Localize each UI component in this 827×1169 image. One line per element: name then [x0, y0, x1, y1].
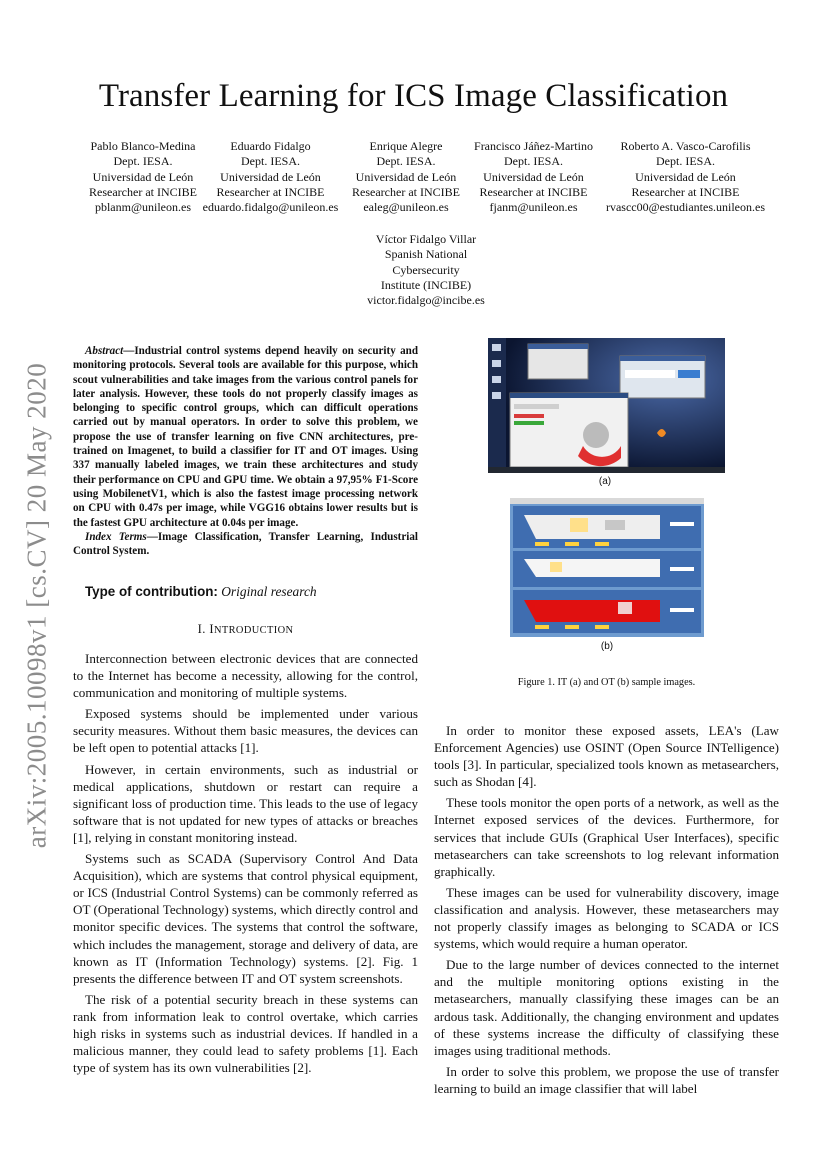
author-block-3 — [344, 139, 468, 215]
author-name: Enrique Alegre — [369, 139, 443, 153]
author-dept: Dept. IESA. — [376, 154, 436, 169]
author-univ: Universidad de León — [635, 169, 736, 184]
section-initial: I — [209, 622, 214, 636]
author-block-5 — [598, 139, 773, 215]
author-email: fjanm@unileon.es — [489, 200, 578, 215]
paragraph: However, in certain environments, such as industrial or medical applications, shutdown or restart can require a significant loss of production time. This leads to the use of legacy software that is not updated for new types of attacks or breaches [1], relying in constant monitoring instead. — [73, 761, 418, 845]
author-univ: Universidad de León — [355, 169, 457, 184]
author-role: Researcher at INCIBE — [479, 184, 588, 199]
author-dept: Dept. IESA. — [241, 154, 300, 169]
section-number: I. — [197, 622, 206, 636]
author-univ: Universidad de León — [220, 169, 321, 184]
author-affil: Cybersecurity — [392, 262, 460, 277]
abstract — [73, 344, 418, 558]
author-block-2 — [198, 139, 343, 215]
section-rest: NTRODUCTION — [213, 625, 294, 636]
paragraph: In order to solve this problem, we propose the use of transfer learning to build an image classifier that will label — [434, 1063, 779, 1096]
author-affil: Spanish National — [384, 247, 468, 262]
paragraph: Exposed systems should be implemented under various security measures. Without them basic measures, the devices can be left open to potential attacks [1]. — [73, 706, 418, 756]
figure-it-screenshot — [488, 338, 725, 473]
author-dept: Dept. IESA. — [504, 154, 563, 169]
author-email: ealeg@unileon.es — [363, 200, 449, 215]
author-name: Francisco Jáñez-Martino — [474, 139, 593, 153]
author-block-4 — [466, 139, 601, 215]
paragraph: Systems such as SCADA (Supervisory Control And Data Acquisition), which are systems that control physical equipment, or ICS (Industrial Control Systems) can be commonly referred as OT (Operational Technology) systems, which directly control and monitor specific devices. The systems that control the software, which includes the management, storage and delivery of data, are known as IT (Information Technology) systems. [2]. Fig. 1 presents the difference between IT and OT system screenshots. — [73, 851, 418, 986]
author-email: pblanm@unileon.es — [94, 200, 192, 215]
author-dept: Dept. IESA. — [113, 154, 173, 169]
author-dept: Dept. IESA. — [656, 154, 715, 169]
author-email: eduardo.fidalgo@unileon.es — [202, 200, 339, 215]
author-univ: Universidad de León — [92, 169, 194, 184]
paragraph: The risk of a potential security breach in these systems can rank from information leak to control overtake, which carries high risks in systems such as industrial devices. If handled in a malicious manner, they could lead to safety problems [1]. Each type of system has its own vulnerabilities [2]. — [73, 991, 418, 1076]
author-name: Roberto A. Vasco-Carofilis — [620, 139, 751, 153]
figure-ot-screenshot — [510, 498, 704, 637]
author-affil: Institute (INCIBE) — [380, 277, 472, 292]
figure-label-a: (a) — [598, 476, 612, 487]
abstract-lead: Abstract — [85, 345, 124, 357]
author-name: Víctor Fidalgo Villar — [375, 232, 477, 246]
paragraph: Due to the large number of devices connected to the internet and the multiple monitoring options existing in the metasearchers, manually classifying these images can be an ardous task. Additionally, the changing environment and updates of these systems increase the difficulty of classifying these images using traditional methods. — [434, 957, 779, 1058]
author-block-6 — [344, 232, 508, 308]
author-block-1 — [68, 139, 218, 215]
paragraph: These tools monitor the open ports of a network, as well as the Internet exposed services of the devices. Furthermore, for services that include GUIs (Graphical User Interfaces), specific metasearchers can take screenshots to log relevant information graphically. — [434, 795, 779, 879]
author-email: victor.fidalgo@incibe.es — [367, 293, 485, 308]
index-terms-text: —Image Classification, Transfer Learning, Industrial Control System. — [73, 530, 418, 558]
contribution-value: Original research — [221, 584, 317, 599]
it-desktop-image — [488, 338, 725, 473]
contribution-label: Type of contribution: — [85, 584, 218, 599]
author-univ: Universidad de León — [483, 169, 584, 184]
paragraph: Interconnection between electronic devices that are connected to the Internet has become a necessity, allowing for the control, communication and monitoring of multiple systems. — [73, 651, 418, 701]
ot-scada-image — [510, 498, 704, 637]
figure-caption: Figure 1. IT (a) and OT (b) sample images. — [517, 677, 696, 688]
paragraph: In order to monitor these exposed assets, LEA's (Law Enforcement Agencies) use OSINT (Open Source INTelligence) tools [3]. In particular, specialized tools known as metasearchers, such as Shodan [4]. — [434, 723, 779, 790]
paper-title: Transfer Learning for ICS Image Classification — [98, 78, 729, 114]
index-terms-lead: Index Terms — [85, 530, 147, 543]
author-email: rvascc00@estudiantes.unileon.es — [605, 200, 765, 215]
section-heading — [73, 622, 418, 637]
author-role: Researcher at INCIBE — [89, 184, 197, 199]
author-role: Researcher at INCIBE — [352, 184, 460, 199]
author-name: Eduardo Fidalgo — [230, 139, 311, 153]
author-role: Researcher at INCIBE — [216, 184, 325, 199]
arxiv-watermark: arXiv:2005.10098v1 [cs.CV] 20 May 2020 — [21, 362, 52, 849]
author-name: Pablo Blanco-Medina — [90, 139, 196, 153]
figure-label-b: (b) — [600, 641, 614, 652]
contribution-type — [85, 584, 317, 600]
left-column-body — [73, 650, 418, 1080]
abstract-text: —Industrial control systems depend heavily on security and monitoring protocols. Several tools are available for this purpose, which scout vulnerabilities and take images from the various control panels for later analysis. However, these tools do not properly classify images as belonging to specific control groups, which can difficult operations carried out by manual operators. In order to solve this problem, we propose the use of transfer learning on five CNN architectures, pre-trained on Imagenet, to build a classifier for IT and OT images. Using 337 manually labeled images, we train these architectures and study their performance on CPU and GPU time. We obtain a 97,95% F1-Score using MobilenetV1, which is also the fastest image processing network on CPU with 0.47s per image, while VGG16 obtains lower results but is the fastest GPU architecture at 0.04s per image. — [73, 345, 418, 529]
author-role: Researcher at INCIBE — [631, 184, 740, 199]
right-column-body — [434, 722, 779, 1101]
paragraph: These images can be used for vulnerability discovery, image classification and analysis. However, these metasearchers may not properly classify images as belonging to SCADA or ICS systems, which would require a human operator. — [434, 884, 779, 952]
